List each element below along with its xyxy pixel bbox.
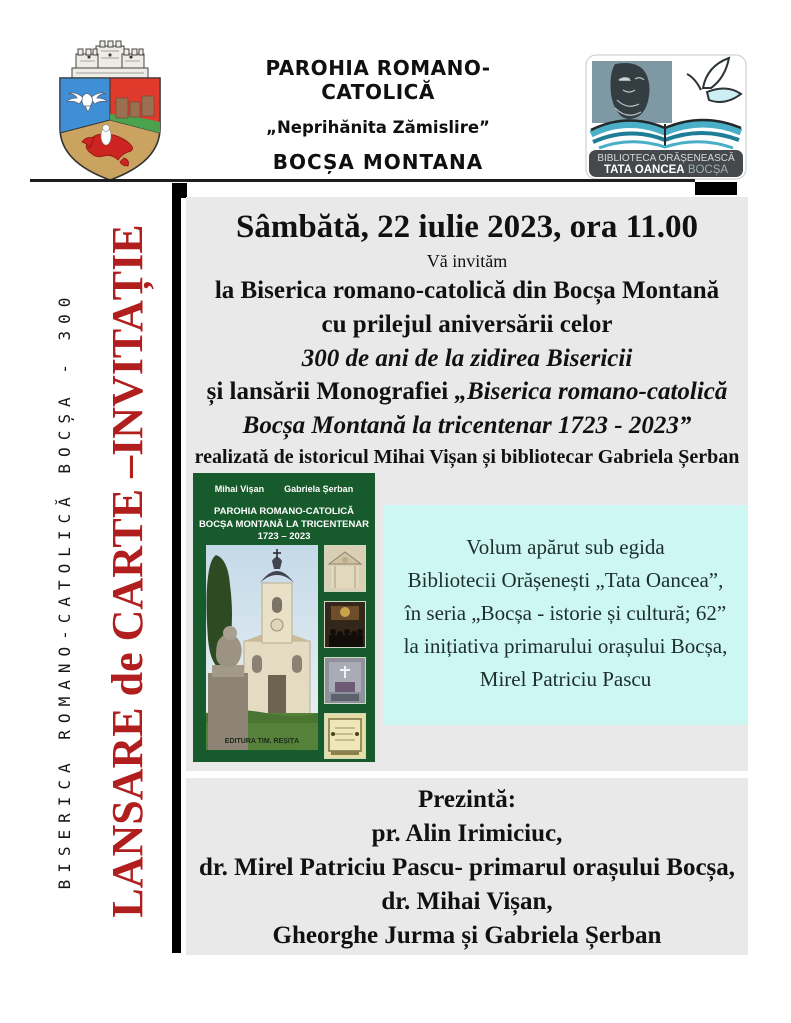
- library-name-line1: BIBLIOTECA ORĂȘENEASCĂ: [597, 153, 735, 164]
- parish-town: BOCȘA MONTANA: [272, 150, 484, 174]
- book-title-line2: BOCȘA MONTANĂ LA TRICENTENAR: [198, 518, 370, 530]
- book-publisher: EDITURA TIM. REȘIȚA: [224, 738, 300, 745]
- cover-thumb-document: [324, 713, 366, 759]
- volume-info-line: la inițiativa primarului orașului Bocșa,: [403, 634, 728, 658]
- presenter-line: pr. Alin Irimiciuc,: [371, 820, 563, 847]
- monograph-prefix: și lansării Monografiei: [206, 378, 455, 405]
- invite-line: Vă invităm: [426, 251, 508, 271]
- book-author-1: Mihai Vișan: [214, 484, 265, 494]
- presenters-panel: [186, 778, 748, 955]
- presenter-line: Gheorghe Jurma și Gabriela Șerban: [272, 922, 662, 949]
- volume-info-line: Mirel Patriciu Pascu: [479, 667, 652, 691]
- parish-header: [218, 56, 538, 174]
- volume-info-line: Bibliotecii Orășenești „Tata Oancea”,: [407, 568, 724, 592]
- monograph-line1: [186, 375, 748, 409]
- library-logo: [585, 54, 747, 182]
- header-divider: [30, 179, 695, 182]
- library-logo-graphic: [585, 54, 747, 182]
- coat-of-arms: [46, 36, 174, 182]
- presenters-heading: Prezintă:: [417, 786, 517, 813]
- book-authors: [193, 484, 375, 494]
- svg-text:TATA OANCEA BOCȘA: [604, 164, 728, 176]
- vertical-anniversary-text: BISERICA ROMANO-CATOLICĂ BOCȘA - 300: [55, 290, 74, 890]
- library-name-bold: TATA OANCEA: [603, 164, 685, 176]
- volume-info-line: în seria „Bocșa - istorie și cultură; 62”: [404, 601, 727, 625]
- library-name-town: BOCȘA: [687, 164, 729, 176]
- book-title-line1: PAROHIA ROMANO-CATOLICĂ: [213, 506, 355, 517]
- book-title: [193, 506, 375, 544]
- event-date: Sâmbătă, 22 iulie 2023, ora 11.00: [235, 209, 699, 245]
- left-border-bar: [172, 183, 181, 953]
- coat-of-arms-graphic: [46, 36, 174, 182]
- presenter-line: dr. Mihai Vișan,: [381, 888, 553, 915]
- book-cover-photo: [206, 545, 318, 750]
- parish-name: PAROHIA ROMANO-CATOLICĂ: [265, 56, 491, 104]
- monograph-line2: Bocșa Montană la tricentenar 1723 - 2023”: [242, 412, 692, 439]
- volume-info-box: [383, 505, 748, 725]
- venue-line: la Biserica romano-catolică din Bocșa Montană: [214, 277, 720, 304]
- presenter-line: dr. Mirel Patriciu Pascu- primarul orașului Bocșa,: [198, 854, 736, 881]
- cover-thumb-congregation: [324, 601, 366, 648]
- volume-info-line: Volum apărut sub egida: [466, 535, 665, 559]
- parish-dedication: „Neprihănita Zămislire”: [266, 118, 490, 137]
- top-right-border-block: [695, 182, 737, 195]
- book-author-2: Gabriela Șerban: [284, 484, 354, 494]
- occasion-line: cu prilejul aniversării celor: [321, 311, 613, 338]
- book-cover: [193, 473, 375, 762]
- monograph-title-part1: „Biserica romano-catolică: [454, 378, 728, 405]
- anniversary-line: 300 de ani de la zidirea Bisericii: [301, 345, 633, 372]
- cover-thumb-facade: [324, 545, 366, 592]
- book-title-line3: 1723 – 2023: [257, 531, 311, 542]
- authors-line: realizată de istoricul Mihai Vișan și bibliotecar Gabriela Șerban: [194, 446, 740, 468]
- cover-thumb-altar: [324, 657, 366, 704]
- vertical-invitation-title: LANSARE de CARTE –INVITAȚIE: [103, 224, 152, 918]
